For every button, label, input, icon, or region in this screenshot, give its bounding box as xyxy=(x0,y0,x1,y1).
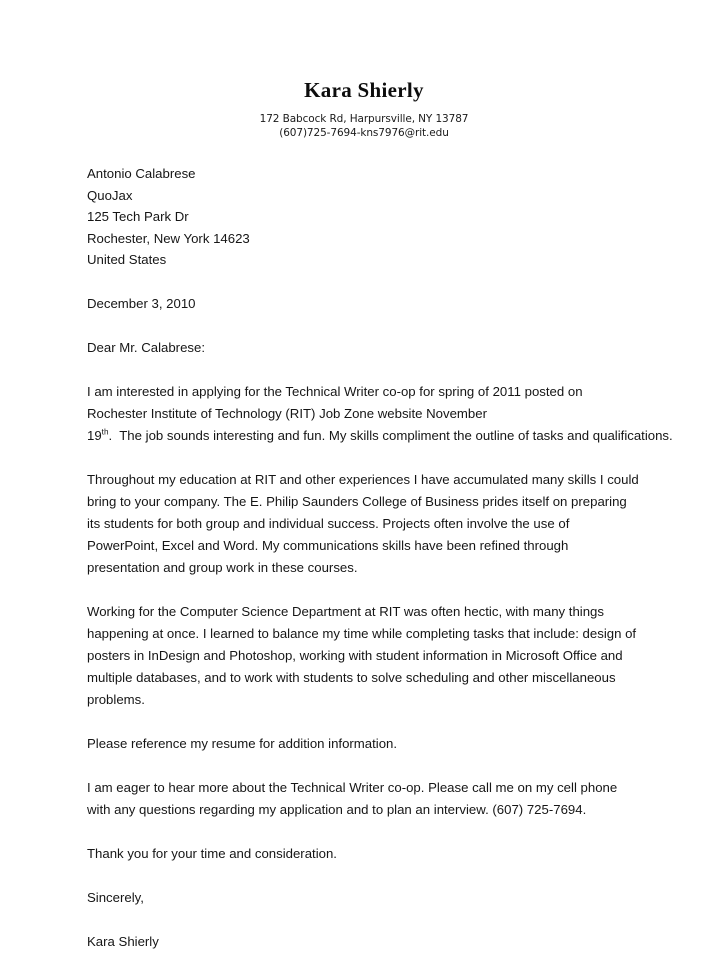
spacer xyxy=(87,447,643,469)
letterhead-address-line: 172 Babcock Rd, Harpursville, NY 13787 xyxy=(259,113,469,125)
spacer xyxy=(87,909,643,931)
recipient-street: 125 Tech Park Dr xyxy=(87,209,189,224)
recipient-company: QuoJax xyxy=(87,187,133,203)
paragraph-intro xyxy=(87,381,673,447)
recipient-name: Antonio Calabrese xyxy=(87,166,196,181)
ordinal-suffix: th xyxy=(101,427,109,437)
spacer xyxy=(87,359,643,381)
paragraph-resume-reference: Please reference my resume for addition information. xyxy=(87,735,398,751)
paragraph-experience: Working for the Computer Science Department at RIT was often hectic, with many things happening at once. I learned to balance my time while completing tasks that include: design of posters in InDesign and Photoshop, working with student information in Microsoft Office and multiple databases, and to work with students to solve scheduling and other miscellaneous problems. xyxy=(87,603,637,707)
spacer xyxy=(87,271,643,293)
recipient-address-block xyxy=(87,163,643,271)
letter-body xyxy=(87,163,673,953)
spacer xyxy=(87,755,643,777)
letterhead-contact-line: (607)725-7694-kns7976@rit.edu xyxy=(279,126,449,139)
letterhead-contact-block xyxy=(0,113,728,140)
recipient-city-state-zip: Rochester, New York 14623 xyxy=(87,230,250,246)
letterhead-name: Kara Shierly xyxy=(304,78,424,102)
spacer xyxy=(87,865,643,887)
spacer xyxy=(87,315,643,337)
letterhead xyxy=(0,78,728,140)
paragraph-thanks: Thank you for your time and consideration. xyxy=(87,845,337,861)
letter-date: December 3, 2010 xyxy=(87,295,196,311)
paragraph-education: Throughout my education at RIT and other experiences I have accumulated many skills I could bring to your company. The E. Philip Saunders College of Business prides itself on preparing its students for both group and individual success. Projects often involve the use of PowerPoint, Excel and Word. My communications skills have been refined through presentation and group work in these courses. xyxy=(87,471,639,575)
spacer xyxy=(87,711,643,733)
signature-name: Kara Shierly xyxy=(87,933,159,949)
salutation: Dear Mr. Calabrese: xyxy=(87,339,205,355)
paragraph-call-to-action: I am eager to hear more about the Technical Writer co-op. Please call me on my cell phone with any questions regarding my application and to plan an interview. (607) 725-7694. xyxy=(87,779,618,817)
recipient-country: United States xyxy=(87,252,167,267)
closing-salutation: Sincerely, xyxy=(87,889,144,905)
paragraph-intro-part-2: . The job sounds interesting and fun. My skills compliment the outline of tasks and qualifications. xyxy=(108,427,673,443)
spacer xyxy=(87,579,643,601)
paragraph-intro-part-1: I am interested in applying for the Technical Writer co-op for spring of 2011 posted on Rochester Institute of Technology (RIT) Job Zone website November 19 xyxy=(87,383,583,443)
spacer xyxy=(87,821,643,843)
